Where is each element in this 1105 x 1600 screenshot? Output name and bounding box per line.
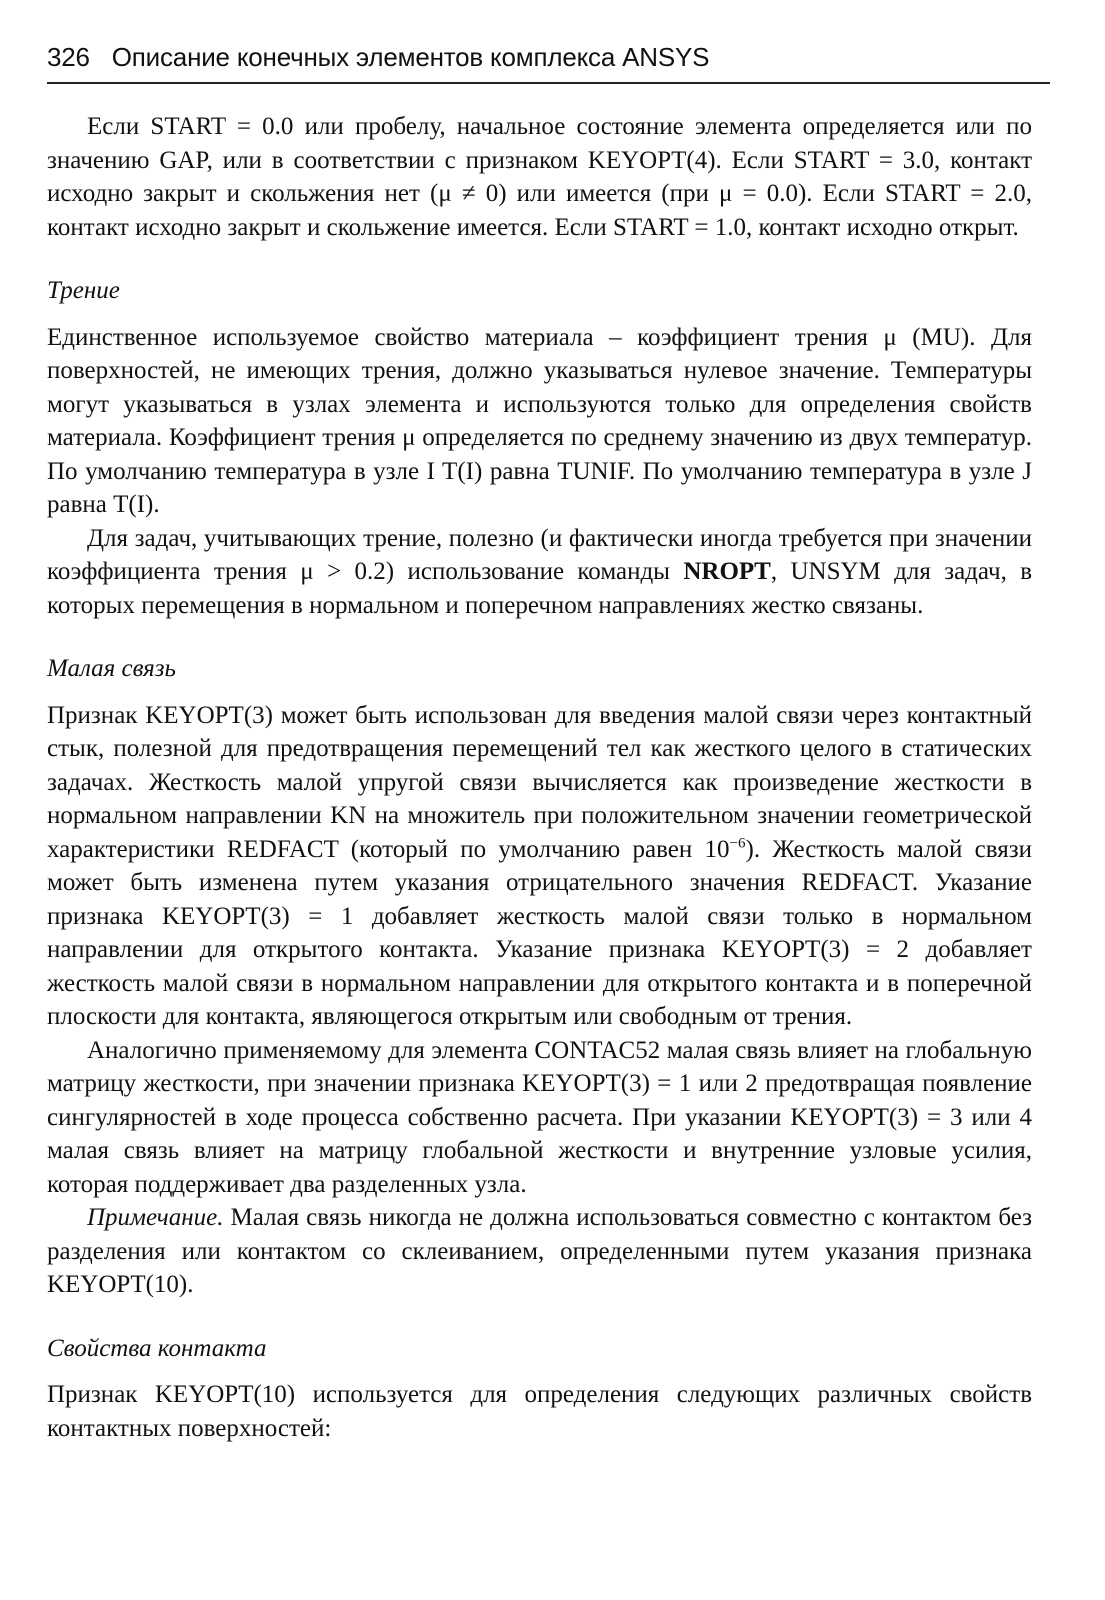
friction-paragraph-2-text-after: , UNSYM для задач, в которых перемещения в нормальном и поперечном направлениях жестко связаны. [47, 558, 1032, 619]
running-title: Описание конечных элементов комплекса ANSYS [111, 42, 710, 72]
exponent: −6 [729, 835, 746, 852]
section-heading-friction: Трение [47, 277, 120, 304]
weak-spring-paragraph-2: Аналогично применяемому для элемента CONTAC52 малая связь влияет на глобальную матрицу жесткости, при значении признака KEYOPT(3) = 1 или 2 предотвращая появление сингулярностей в ходе процесса собственно расчета. При указании KEYOPT(3) = 3 или 4 малая связь влияет на матрицу глобальной жесткости и внутренние узловые усилия, которая поддерживает два разделенных узла. [47, 1036, 1032, 1198]
friction-paragraph-2-text-before: Для задач, учитывающих трение, полезно (и фактически иногда требуется при значении коэффициента трения μ > 0.2) использование команды [47, 524, 1032, 585]
note-label: Примечание. [87, 1204, 224, 1231]
weak-spring-paragraph-1 [47, 699, 1032, 1034]
friction-paragraph-1: Единственное используемое свойство материала – коэффициент трения μ (MU). Для поверхностей, не имеющих трения, должно указываться нулевое значение. Температуры могут указываться в узлах элемента и используются только для определения свойств материала. Коэффициент трения μ определяется по среднему значению из двух температур. По умолчанию температура в узле I T(I) равна TUNIF. По умолчанию температура в узле J равна T(I). [47, 323, 1032, 518]
weak-spring-paragraph-1-text-after: ). Жесткость малой связи может быть изменена путем указания отрицательного значения REDFACT. Указание признака KEYOPT(3) = 1 добавляет жесткость малой связи только в нормальном направлении для открытого контакта. Указание признака KEYOPT(3) = 2 добавляет жесткость малой связи в нормальном направлении для открытого контакта и в поперечной плоскости для контакта, являющегося открытым или свободным от трения. [47, 835, 1033, 1030]
section-heading-contact-properties: Свойства контакта [47, 1334, 267, 1362]
weak-spring-paragraph-1-text-before: Признак KEYOPT(3) может быть использован для введения малой связи через контактный стык, полезной для предотвращения перемещений тел как жесткого целого в статических задачах. Жесткость малой упругой связи вычисляется как произведение жесткости в нормальном направлении KN на множитель при положительном значении геометрической характеристики REDFACT (который по умолчанию равен 10 [47, 701, 1032, 863]
intro-paragraph: Если START = 0.0 или пробелу, начальное состояние элемента определяется или по значению GAP, или в соответствии с признаком KEYOPT(4). Если START = 3.0, контакт исходно закрыт и скольжения нет (μ ≠ 0) или имеется (при μ = 0.0). Если START = 2.0, контакт исходно закрыт и скольжение имеется. Если START = 1.0, контакт исходно открыт. [47, 113, 1032, 241]
page-body [47, 110, 1032, 1445]
header-rule [47, 82, 1050, 84]
contact-properties-paragraph: Признак KEYOPT(10) используется для определения следующих различных свойств контактных поверхностей: [47, 1381, 1032, 1442]
note-text: Малая связь никогда не должна использоваться совместно с контактом без разделения или контактом со склеиванием, определенными путем указания признака KEYOPT(10). [47, 1204, 1032, 1298]
nropt-command: NROPT [683, 558, 771, 585]
section-heading-weak-spring: Малая связь [47, 655, 176, 682]
running-header [47, 40, 1047, 74]
friction-paragraph-2 [47, 522, 1032, 623]
note-paragraph [47, 1201, 1032, 1302]
page-number: 326 [47, 42, 90, 72]
